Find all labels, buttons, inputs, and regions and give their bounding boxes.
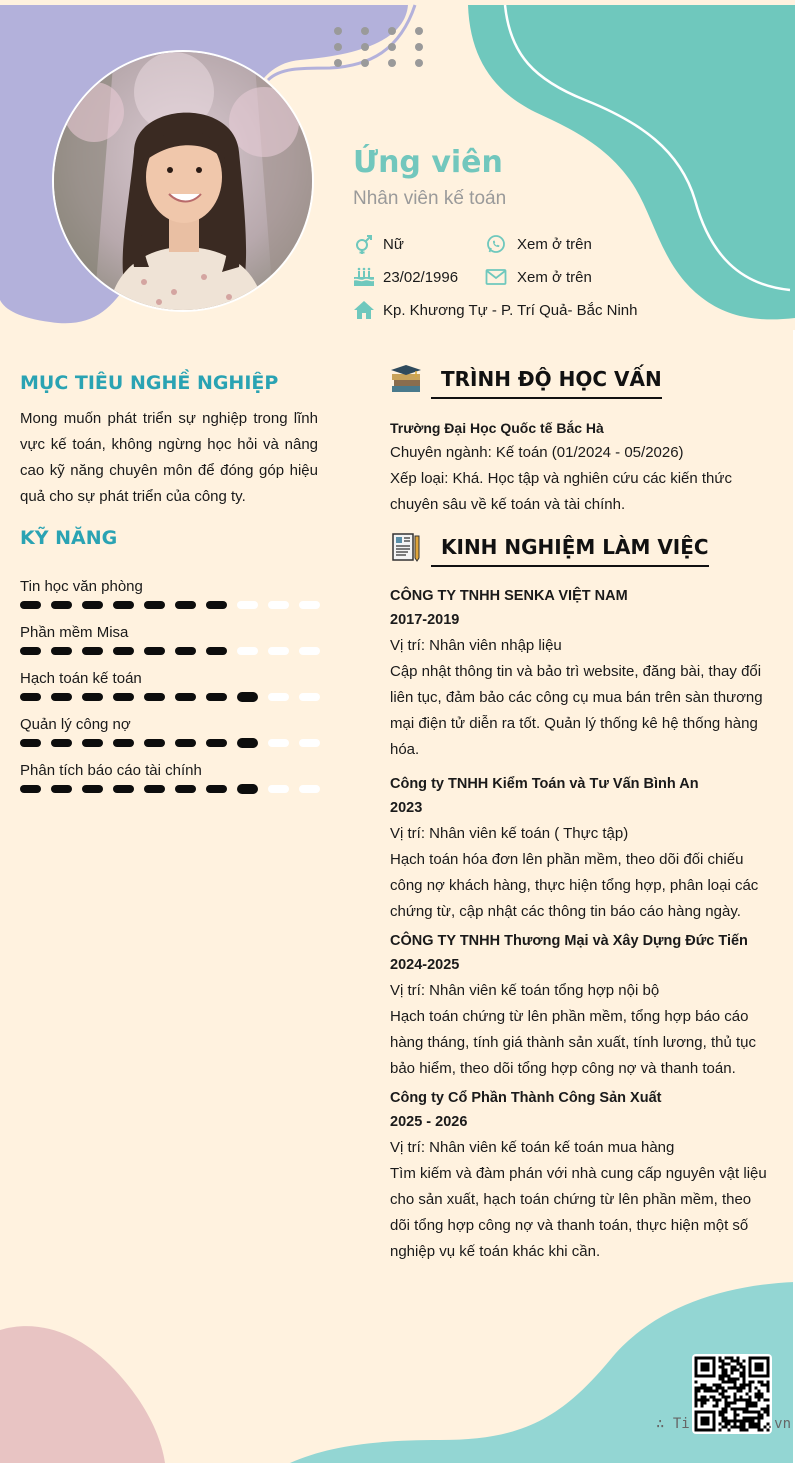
watermark-start: ∴ Ti: [656, 1416, 690, 1432]
skill-dot-empty: [299, 739, 320, 747]
gender-icon: [353, 234, 375, 254]
skill-rating: [20, 647, 320, 655]
skill-dot-filled: [113, 693, 134, 701]
job-period: 2023: [390, 800, 423, 816]
skill-dot-filled: [20, 693, 41, 701]
skill-dot-filled: [144, 647, 165, 655]
job-entry: [390, 1086, 770, 1265]
candidate-name: Ứng viên: [353, 145, 503, 180]
skill-label: Hạch toán kế toán: [20, 670, 142, 687]
address-value: Kp. Khương Tự - P. Trí Quả- Bắc Ninh: [383, 301, 638, 319]
right-margin: [793, 330, 795, 1463]
skill-dot-empty: [299, 693, 320, 701]
education-detail: Xếp loại: Khá. Học tập và nghiên cứu các kiến thức chuyên sâu về kế toán và tài chính.: [390, 470, 732, 513]
objective-title: MỤC TIÊU NGHỀ NGHIỆP: [20, 372, 279, 394]
job-position: Vị trí: Nhân viên nhập liệu: [390, 637, 562, 654]
skill-dot-filled: [206, 601, 227, 609]
skill-dot-filled: [113, 647, 134, 655]
skill-dot-empty: [237, 647, 258, 655]
skill-dot-filled: [51, 739, 72, 747]
job-description: Cập nhật thông tin và bảo trì website, đăng bài, thay đổi liên tục, đảm bảo các công cụ mua bán trên sàn thương mại điện tử diễn ra tốt. Quản lý thống kê hệ thống hàng hóa.: [390, 663, 763, 758]
job-description: Hạch toán chứng từ lên phần mềm, tổng hợp báo cáo hàng tháng, tính giá thành sản xuất, tính lương, thủ tục bảo hiểm, theo dõi tổng hợp công nợ và thanh toán.: [390, 1008, 756, 1077]
education-major: Chuyên ngành: Kế toán (01/2024 - 05/2026): [390, 444, 684, 461]
phone-value: Xem ở trên: [517, 235, 592, 253]
skill-dot-filled: [51, 647, 72, 655]
experience-header: [390, 532, 709, 567]
skill-dot-filled: [82, 601, 103, 609]
books-graduation-cap-icon: [390, 364, 422, 399]
skill-rating: [20, 693, 320, 702]
job-period: 2017-2019: [390, 612, 460, 628]
skill-dot-filled: [51, 601, 72, 609]
skill-dot-filled: [237, 784, 258, 794]
skill-dot-filled: [51, 785, 72, 793]
portrait-photo: [54, 52, 312, 310]
objective-text: Mong muốn phát triển sự nghiệp trong lĩnh vực kế toán, không ngừng học hỏi và nâng cao kỹ năng chuyên môn để đóng góp hiệu quả cho sự phát triển của công ty.: [20, 410, 318, 505]
job-company: CÔNG TY TNHH SENKA VIỆT NAM: [390, 588, 628, 604]
birthday-value: 23/02/1996: [383, 268, 459, 286]
watermark: [656, 1416, 791, 1432]
pink-blob: [0, 1326, 165, 1463]
skill-dot-filled: [82, 647, 103, 655]
skills-title: KỸ NĂNG: [20, 527, 118, 549]
job-company: Công ty Cổ Phần Thành Công Sản Xuất: [390, 1090, 662, 1106]
address-row: [353, 300, 637, 320]
skill-dot-filled: [51, 693, 72, 701]
skill-dot-empty: [299, 647, 320, 655]
skill-label: Phân tích báo cáo tài chính: [20, 762, 202, 779]
skill-dot-filled: [144, 739, 165, 747]
education-entry: [390, 416, 770, 518]
skill-dot-filled: [20, 739, 41, 747]
job-period: 2025 - 2026: [390, 1114, 468, 1130]
gender-value: Nữ: [383, 235, 404, 253]
job-company: CÔNG TY TNHH Thương Mại và Xây Dựng Đức Tiến: [390, 933, 748, 949]
phone-row: [485, 234, 592, 254]
skill-dot-filled: [175, 647, 196, 655]
skill-dot-filled: [144, 601, 165, 609]
skill-dot-empty: [268, 601, 289, 609]
skill-label: Quản lý công nợ: [20, 716, 131, 733]
skill-dot-empty: [299, 601, 320, 609]
home-icon: [353, 300, 375, 320]
skill-dot-filled: [113, 601, 134, 609]
whatsapp-phone-icon: [485, 234, 507, 254]
job-entry: [390, 584, 770, 763]
job-description: Hạch toán hóa đơn lên phần mềm, theo dõi đối chiếu công nợ khách hàng, thực hiện tổng hợp, phân loại các chứng từ, cập nhật các thông tin báo cáo hàng ngày.: [390, 851, 759, 920]
resume-document-icon: [390, 532, 422, 567]
birthday-row: [353, 267, 458, 287]
skill-dot-empty: [268, 739, 289, 747]
email-value: Xem ở trên: [517, 268, 592, 286]
skill-dot-filled: [82, 693, 103, 701]
email-row: [485, 267, 592, 287]
skill-dot-filled: [175, 601, 196, 609]
skill-label: Phần mềm Misa: [20, 624, 129, 641]
skill-dot-filled: [175, 693, 196, 701]
skill-dot-filled: [237, 738, 258, 748]
education-header: [390, 364, 662, 399]
job-company: Công ty TNHH Kiểm Toán và Tư Vấn Bình An: [390, 776, 699, 792]
school-name: Trường Đại Học Quốc tế Bắc Hà: [390, 420, 604, 436]
experience-title: KINH NGHIỆM LÀM VIỆC: [431, 535, 709, 567]
skill-dot-filled: [113, 785, 134, 793]
skill-dot-filled: [20, 601, 41, 609]
job-entry: [390, 929, 770, 1082]
avatar: [52, 50, 314, 312]
envelope-icon: [485, 267, 507, 287]
gender-row: [353, 234, 404, 254]
skill-rating: [20, 739, 320, 748]
job-entry: [390, 772, 770, 925]
candidate-position: Nhân viên kế toán: [353, 188, 507, 209]
skill-dot-filled: [175, 739, 196, 747]
skill-dot-filled: [20, 785, 41, 793]
job-position: Vị trí: Nhân viên kế toán ( Thực tập): [390, 825, 629, 842]
skill-dot-filled: [82, 739, 103, 747]
skill-dot-filled: [144, 785, 165, 793]
skill-dot-filled: [144, 693, 165, 701]
watermark-end: .vn: [765, 1416, 792, 1432]
skill-rating: [20, 601, 320, 609]
skill-dot-filled: [82, 785, 103, 793]
job-description: Tìm kiếm và đàm phán với nhà cung cấp nguyên vật liệu cho sản xuất, hạch toán chứng từ lên phần mềm, theo dõi tổng hợp công nợ và thanh toán, thực hiện một số nghiệp vụ kế toán khác khi cần.: [390, 1165, 767, 1260]
skill-dot-filled: [20, 647, 41, 655]
skill-dot-empty: [237, 601, 258, 609]
skill-dot-filled: [237, 692, 258, 702]
skill-dot-empty: [268, 693, 289, 701]
skill-dot-empty: [268, 785, 289, 793]
skill-dot-filled: [206, 647, 227, 655]
skill-dot-filled: [206, 785, 227, 793]
skill-dot-filled: [206, 693, 227, 701]
education-title: TRÌNH ĐỘ HỌC VẤN: [431, 367, 662, 399]
job-position: Vị trí: Nhân viên kế toán kế toán mua hàng: [390, 1139, 675, 1156]
skill-dot-filled: [113, 739, 134, 747]
birthday-cake-icon: [353, 267, 375, 287]
job-position: Vị trí: Nhân viên kế toán tổng hợp nội bộ: [390, 982, 660, 999]
skill-dot-filled: [175, 785, 196, 793]
job-period: 2024-2025: [390, 957, 460, 973]
skill-dot-empty: [268, 647, 289, 655]
skill-dot-filled: [206, 739, 227, 747]
skill-dot-empty: [299, 785, 320, 793]
skill-rating: [20, 785, 320, 794]
skill-label: Tin học văn phòng: [20, 578, 143, 595]
